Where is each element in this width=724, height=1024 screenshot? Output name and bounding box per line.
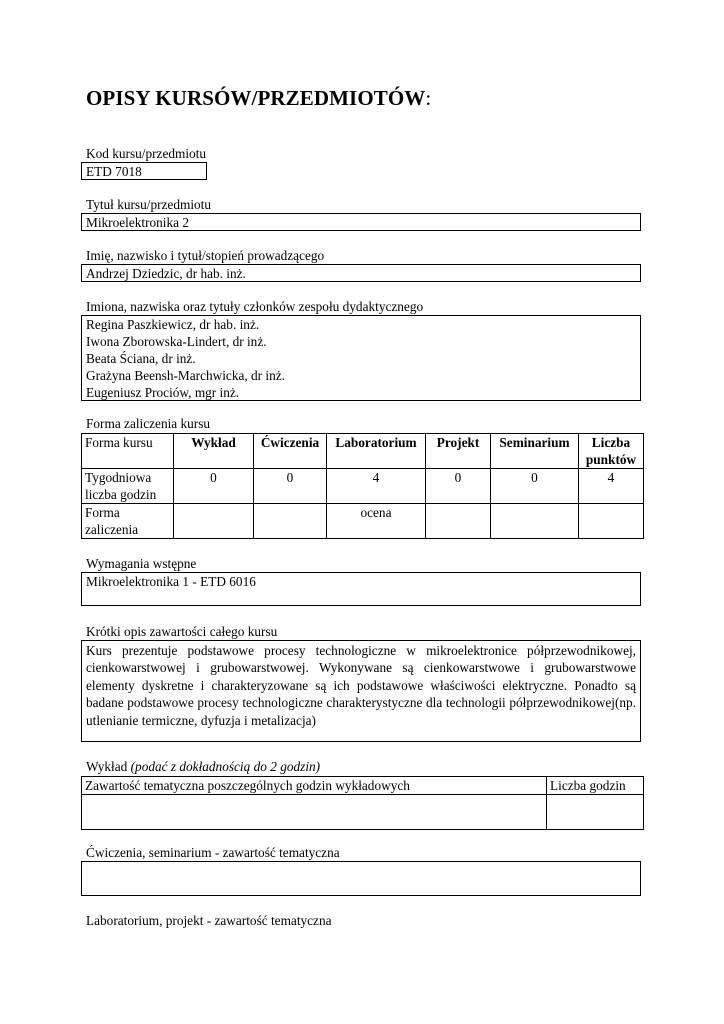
exercises-label: Ćwiczenia, seminarium - zawartość tematyczna [86, 845, 340, 860]
table-cell: Forma zaliczenia [82, 504, 174, 539]
table-header-cell: Seminarium [491, 434, 579, 469]
table-header-cell: Wykład [174, 434, 254, 469]
table-cell: 0 [254, 469, 327, 504]
lecture-table [81, 776, 644, 830]
table-cell [174, 504, 254, 539]
table-header-cell: Liczba godzin [547, 777, 644, 795]
table-cell: Tygodniowa liczba godzin [82, 469, 174, 504]
lecturer-field: Andrzej Dziedzic, dr hab. inż. [81, 264, 641, 282]
table-header-cell: Ćwiczenia [254, 434, 327, 469]
page-title: OPISY KURSÓW/PRZEDMIOTÓW: [86, 86, 432, 110]
table-header-cell: Laboratorium [327, 434, 426, 469]
table-cell: ocena [327, 504, 426, 539]
course-title-label: Tytuł kursu/przedmiotu [86, 197, 212, 212]
team-member: Iwona Zborowska-Lindert, dr inż. [86, 334, 267, 349]
description-field: Kurs prezentuje podstawowe procesy technologiczne w mikroelektronice półprzewodnikowej, cienkowarstwowej i grubowarstwowej. Wykonywane są cienkowarstwowe i grubowarstwowe elementy dyskretne i charakteryzowane są ich podstawowe właściwości elektryczne. Ponadto są badane podstawowe procesy technologiczne charakterystyczne dla technologii półprzewodnikowej(np. utlenianie termiczne, dyfuzja i metalizacja) [81, 640, 641, 742]
lecture-note: (podać z dokładnością do 2 godzin) [130, 759, 321, 774]
title-colon: : [425, 86, 432, 110]
table-cell: 4 [579, 469, 644, 504]
table-row [82, 795, 644, 830]
table-header-cell: Zawartość tematyczna poszczególnych godzin wykładowych [82, 777, 547, 795]
exercises-field [81, 861, 641, 896]
table-header-cell: Forma kursu [82, 434, 174, 469]
assessment-table [81, 433, 644, 539]
table-cell: 4 [327, 469, 426, 504]
prerequisites-field: Mikroelektronika 1 - ETD 6016 [81, 572, 641, 606]
course-code-field: ETD 7018 [81, 162, 207, 180]
assessment-label: Forma zaliczenia kursu [86, 416, 211, 431]
laboratory-label: Laboratorium, projekt - zawartość tematyczna [86, 913, 332, 928]
prerequisites-label: Wymagania wstępne [86, 556, 197, 571]
table-header-cell: Projekt [426, 434, 491, 469]
table-cell [579, 504, 644, 539]
lecture-label: Wykład (podać z dokładnością do 2 godzin) [86, 759, 321, 774]
table-header-row [82, 434, 644, 469]
table-header-cell: Liczba punktów [579, 434, 644, 469]
table-cell: 0 [426, 469, 491, 504]
team-members-field [81, 315, 641, 401]
course-code-label: Kod kursu/przedmiotu [86, 146, 207, 161]
table-cell [491, 504, 579, 539]
team-label: Imiona, nazwiska oraz tytuły członków zespołu dydaktycznego [86, 299, 424, 314]
team-member: Regina Paszkiewicz, dr hab. inż. [86, 317, 260, 332]
table-header-row [82, 777, 644, 795]
table-cell: 0 [491, 469, 579, 504]
team-member: Eugeniusz Prociów, mgr inż. [86, 385, 240, 400]
course-title-field: Mikroelektronika 2 [81, 213, 641, 231]
team-member: Grażyna Beensh-Marchwicka, dr inż. [86, 368, 285, 383]
team-member: Beata Ściana, dr inż. [86, 351, 196, 366]
table-row [82, 504, 644, 539]
table-cell [254, 504, 327, 539]
table-cell: 0 [174, 469, 254, 504]
description-label: Krótki opis zawartości całego kursu [86, 624, 278, 639]
lecturer-label: Imię, nazwisko i tytuł/stopień prowadzącego [86, 248, 325, 263]
table-row [82, 469, 644, 504]
table-cell [426, 504, 491, 539]
table-cell [547, 795, 644, 830]
table-cell [82, 795, 547, 830]
